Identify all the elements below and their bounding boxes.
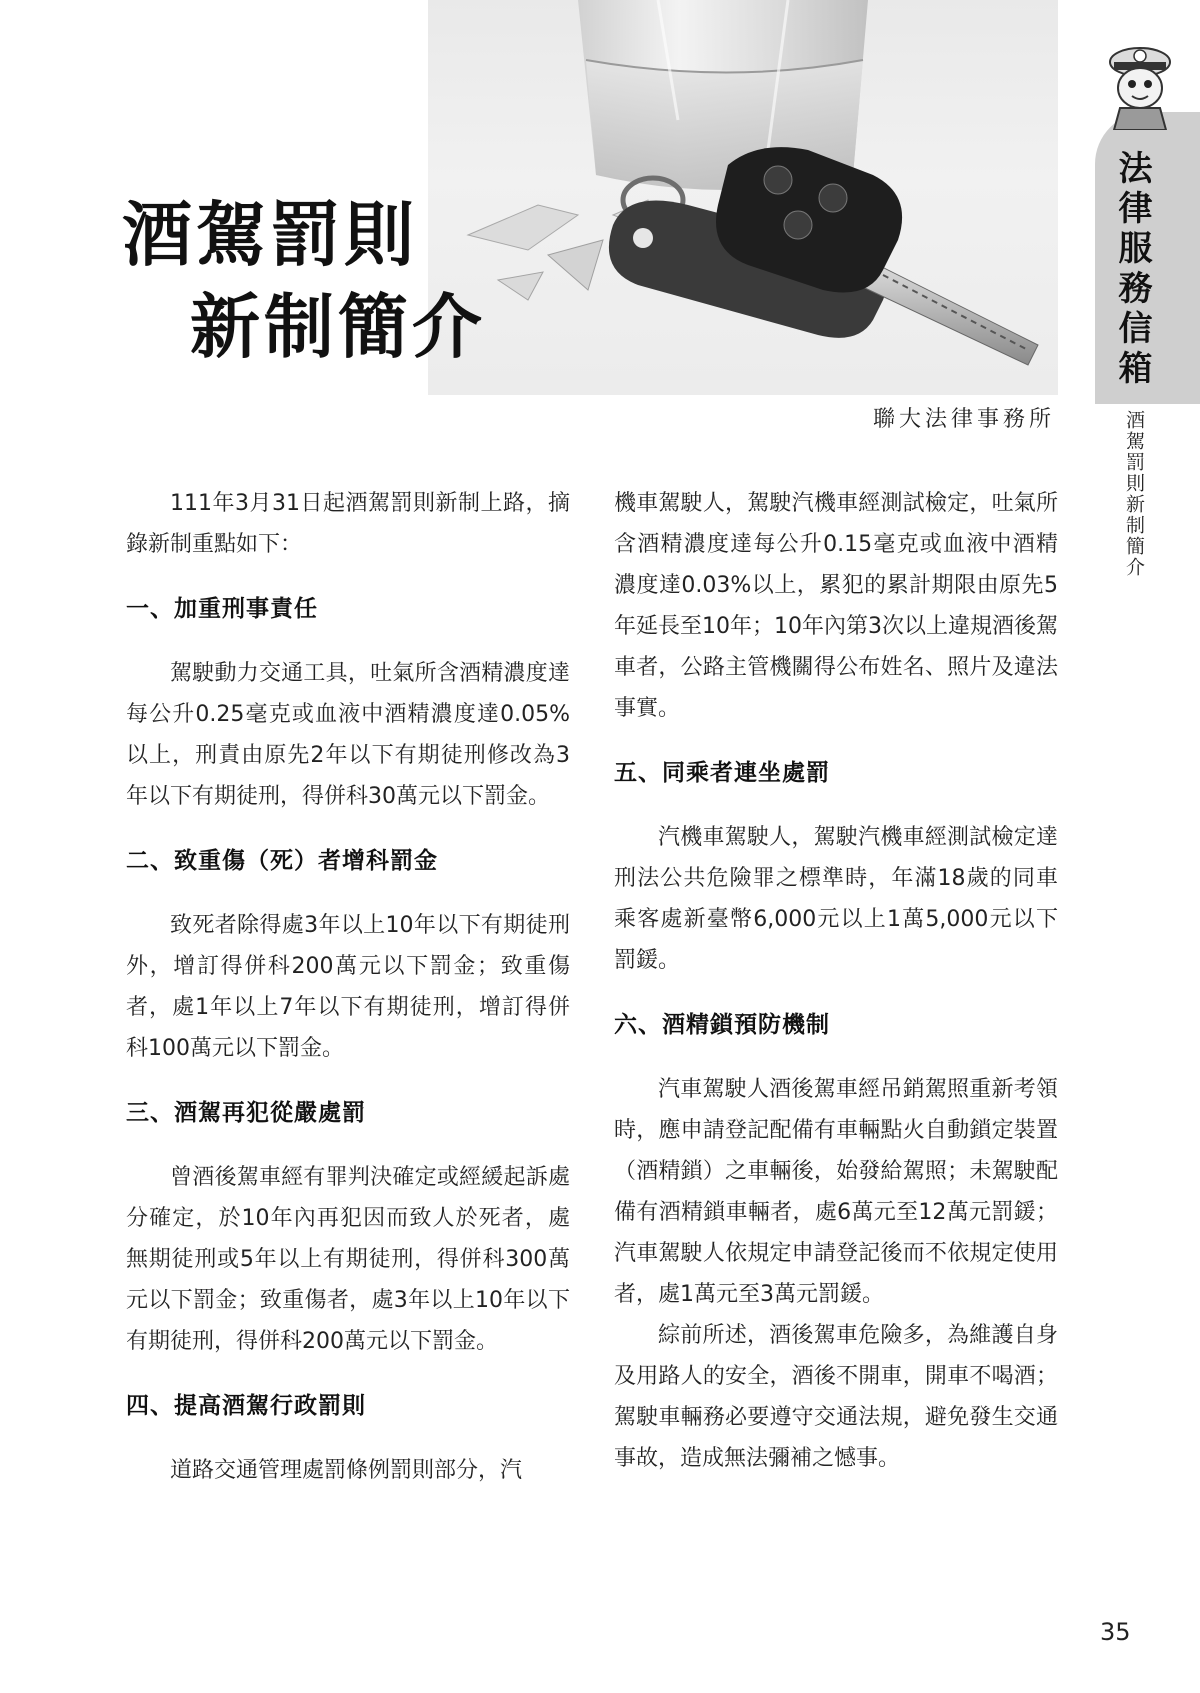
conclusion-paragraph: 綜前所述，酒後駕車危險多，為維護自身及用路人的安全，酒後不開車，開車不喝酒；駕駛車輛務必要遵守交通法規，避免發生交通事故，造成無法彌補之憾事。 xyxy=(614,1323,1058,1471)
article-title-line-2: 新制簡介 xyxy=(190,285,486,368)
section-paragraph: 汽機車駕駛人，駕駛汽機車經測試檢定達刑法公共危險罪之標準時，年滿18歲的同車乘客處新臺幣6,000元以上1萬5,000元以下罰鍰。 xyxy=(614,825,1058,973)
section-paragraph: 汽車駕駛人酒後駕車經吊銷駕照重新考領時，應申請登記配備有車輛點火自動鎖定裝置（酒精鎖）之車輛後，始發給駕照；未駕駛配備有酒精鎖車輛者，處6萬元至12萬元罰鍰；汽車駕駛人依規定申請登記後而不依規定使用者，處1萬元至3萬元罰鍰。 xyxy=(614,1077,1058,1307)
left-column xyxy=(126,483,570,1491)
intro-paragraph: 111年3月31日起酒駕罰則新制上路，摘錄新制重點如下： xyxy=(126,491,570,557)
section-paragraph: 駕駛動力交通工具，吐氣所含酒精濃度達每公升0.25毫克或血液中酒精濃度達0.05%以上，刑責由原先2年以下有期徒刑修改為3年以下有期徒刑，得併科30萬元以下罰金。 xyxy=(126,661,570,809)
section-heading: 二、致重傷（死）者增科罰金 xyxy=(126,848,438,874)
section-heading: 五、同乘者連坐處罰 xyxy=(614,760,830,786)
section-paragraph: 致死者除得處3年以上10年以下有期徒刑外，增訂得併科200萬元以下罰金；致重傷者，處1年以上7年以下有期徒刑，增訂得併科100萬元以下罰金。 xyxy=(126,913,570,1061)
drunk-driving-photo xyxy=(428,0,1058,395)
page-number: 35 xyxy=(1100,1618,1131,1646)
section-heading: 六、酒精鎖預防機制 xyxy=(614,1012,830,1038)
section-paragraph: 道路交通管理處罰條例罰則部分，汽 xyxy=(170,1458,523,1483)
section-heading: 一、加重刑事責任 xyxy=(126,596,318,622)
section-paragraph-continued: 機車駕駛人，駕駛汽機車經測試檢定，吐氣所含酒精濃度達每公升0.15毫克或血液中酒精濃度達0.03%以上，累犯的累計期限由原先5年延長至10年；10年內第3次以上違規酒後駕車者，公路主管機關得公布姓名、照片及違法事實。 xyxy=(614,491,1058,721)
right-column xyxy=(614,483,1058,1479)
section-heading: 三、酒駕再犯從嚴處罰 xyxy=(126,1100,366,1126)
police-mascot-icon xyxy=(1100,40,1178,130)
article-title-line-1: 酒駕罰則 xyxy=(122,193,418,276)
side-tab-label: 法律服務信箱 xyxy=(1112,150,1152,390)
section-heading: 四、提高酒駕行政罰則 xyxy=(126,1393,366,1419)
side-subtitle: 酒駕罰則新制簡介 xyxy=(1123,410,1145,578)
author-firm: 聯大法律事務所 xyxy=(872,407,1055,432)
section-paragraph: 曾酒後駕車經有罪判決確定或經緩起訴處分確定，於10年內再犯因而致人於死者，處無期徒刑或5年以上有期徒刑，得併科300萬元以下罰金；致重傷者，處3年以上10年以下有期徒刑，得併科200萬元以下罰金。 xyxy=(126,1165,570,1354)
